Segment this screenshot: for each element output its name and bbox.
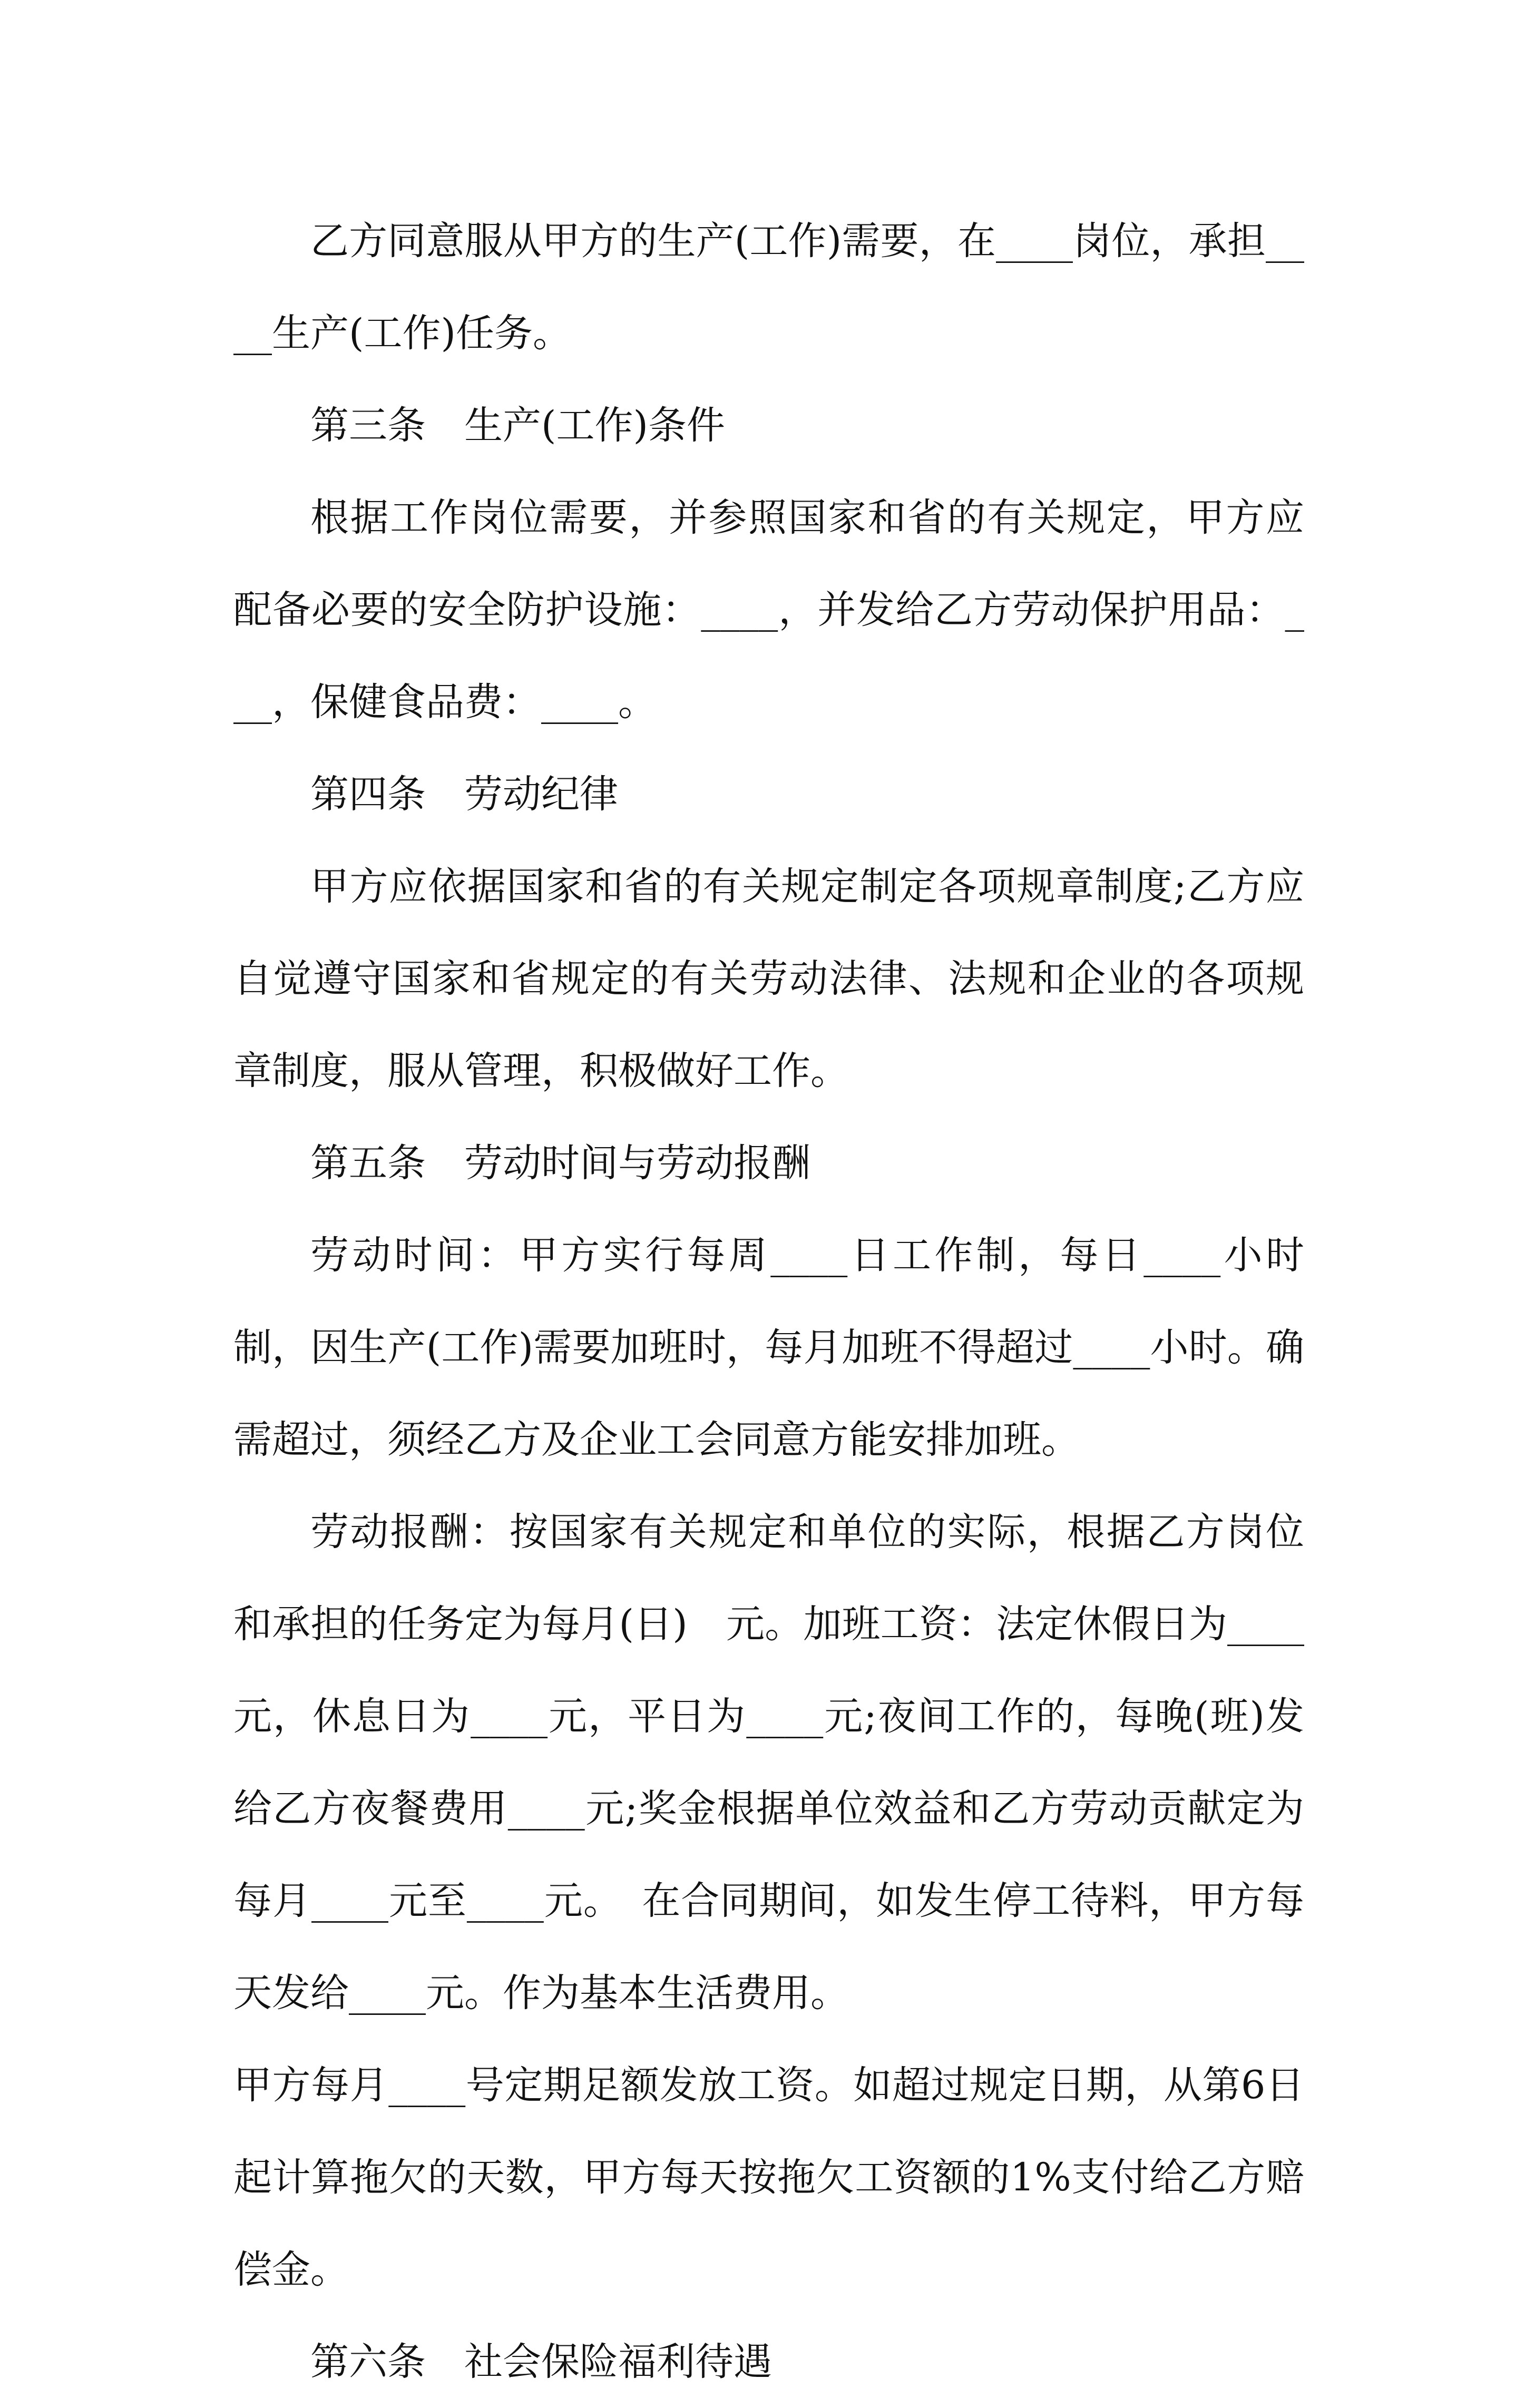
heading-article-4: 第四条 劳动纪律 <box>310 772 618 817</box>
paragraph-labor-discipline: 甲方应依据国家和省的有关规定制定各项规章制度;乙方应自觉遵守国家和省规定的有关劳动法律、法规和企业的各项规章制度，服从管理，积极做好工作。 <box>233 864 1304 1093</box>
document-body <box>233 195 1304 2408</box>
paragraph-remuneration: 劳动报酬：按国家有关规定和单位的实际，根据乙方岗位和承担的任务定为每月(日) 元。加班工资：法定休假日为____元，休息日为____元，平日为____元;夜间工作的，每晚(班)发给乙方夜餐费用____元;奖金根据单位效益和乙方劳动贡献定为每月____元至____元。 在合同期间，如发生停工待料，甲方每天发给____元。作为基本生活费用。 <box>233 1510 1304 2015</box>
paragraph-job-assignment: 乙方同意服从甲方的生产(工作)需要，在____岗位，承担____生产(工作)任务。 <box>233 219 1304 356</box>
heading-article-5: 第五条 劳动时间与劳动报酬 <box>310 1141 810 1186</box>
paragraph-working-hours: 劳动时间：甲方实行每周____日工作制，每日____小时制，因生产(工作)需要加班时，每月加班不得超过____小时。确需超过，须经乙方及企业工会同意方能安排加班。 <box>233 1233 1304 1462</box>
heading-article-3: 第三条 生产(工作)条件 <box>310 403 725 448</box>
paragraph-work-conditions: 根据工作岗位需要，并参照国家和省的有关规定，甲方应配备必要的安全防护设施：____，并发给乙方劳动保护用品：___，保健食品费：____。 <box>233 495 1304 725</box>
heading-article-6: 第六条 社会保险福利待遇 <box>310 2340 772 2384</box>
paragraph-wage-payment: 甲方每月____号定期足额发放工资。如超过规定日期，从第6日起计算拖欠的天数，甲方每天按拖欠工资额的1%支付给乙方赔偿金。 <box>233 2063 1304 2292</box>
